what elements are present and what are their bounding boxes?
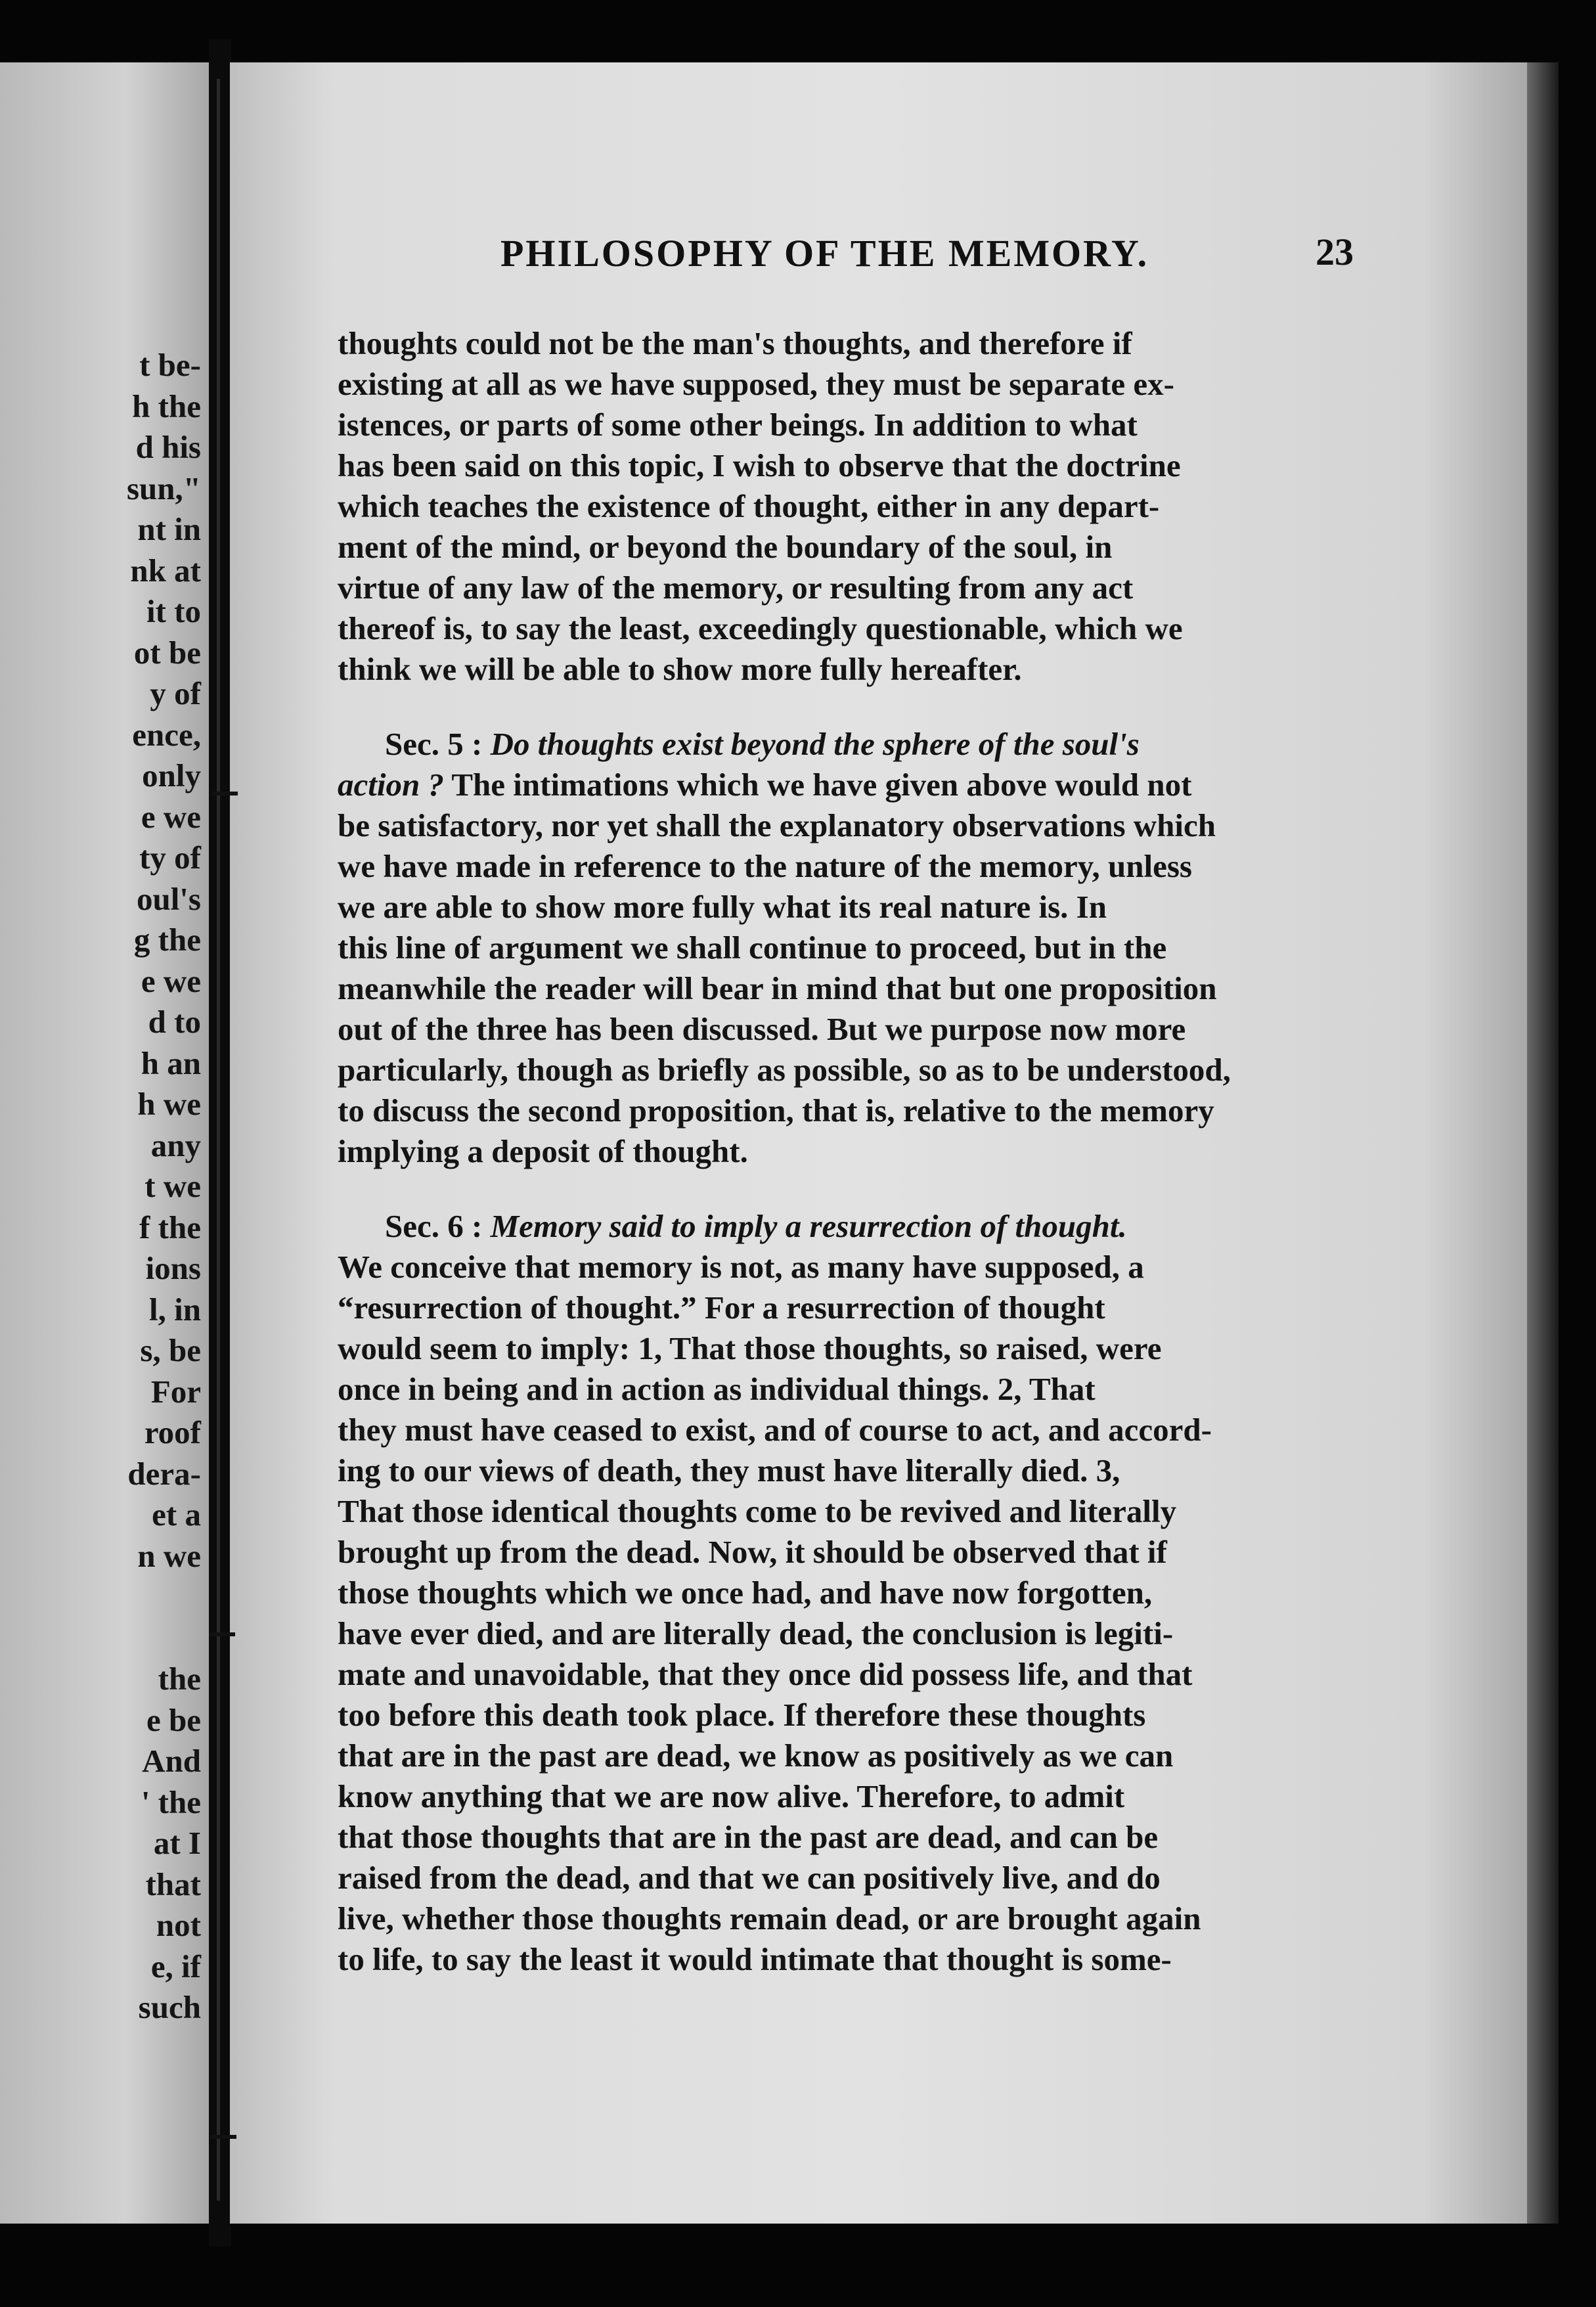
text-line: live, whether those thoughts remain dead, or are brought again <box>338 1900 1201 1937</box>
facing-page-line: that <box>145 1866 201 1902</box>
facing-page-line: e be <box>146 1701 201 1738</box>
binding-mark <box>211 792 238 795</box>
facing-page-line: f the <box>139 1209 201 1245</box>
section-5-heading-line <box>338 724 1369 765</box>
text-line: mate and unavoidable, that they once did possess life, and that <box>338 1656 1193 1692</box>
facing-page-line: at I <box>153 1825 201 1861</box>
facing-page-line: oul's <box>136 880 201 917</box>
facing-page-line: the <box>158 1661 201 1697</box>
section-5-heading-line-2 <box>338 765 1369 805</box>
text-line: thoughts could not be the man's thoughts, and therefore if <box>338 325 1132 361</box>
facing-page-line: it to <box>146 593 201 629</box>
section-5-title: Do thoughts exist beyond the sphere of the soul's <box>490 726 1140 762</box>
section-6-title: Memory said to imply a resurrection of thought. <box>490 1208 1127 1244</box>
binding-mark <box>210 2135 236 2139</box>
text-line: which teaches the existence of thought, either in any depart- <box>338 488 1160 524</box>
text-line: know anything that we are now alive. Therefore, to admit <box>338 1778 1125 1814</box>
text-line: existing at all as we have supposed, they must be separate ex- <box>338 366 1174 402</box>
facing-page-line: e we <box>141 962 201 999</box>
facing-page-line: h the <box>132 388 201 424</box>
section-6-label: Sec. 6 : <box>385 1208 483 1244</box>
text-line: ing to our views of death, they must have literally died. 3, <box>338 1452 1120 1489</box>
paragraph-2-opening: The intimations which we have given above would not <box>443 767 1192 803</box>
facing-page-line: y of <box>150 675 201 711</box>
text-line: this line of argument we shall continue to proceed, but in the <box>338 930 1167 966</box>
facing-page-line: And <box>142 1743 201 1779</box>
text-line: to discuss the second proposition, that is, relative to the memory <box>338 1092 1214 1129</box>
facing-page-line: h an <box>141 1044 201 1081</box>
text-line: brought up from the dead. Now, it should be observed that if <box>338 1534 1167 1570</box>
text-line: that are in the past are dead, we know as positively as we can <box>338 1737 1174 1774</box>
binding-mark <box>209 1632 235 1636</box>
facing-page-line: et a <box>152 1496 201 1533</box>
text-line: we are able to show more fully what its real nature is. In <box>338 889 1107 925</box>
paragraph-1 <box>338 323 1369 690</box>
page-number: 23 <box>1316 231 1354 273</box>
text-line: “resurrection of thought.” For a resurrection of thought <box>338 1289 1105 1326</box>
text-line: That those identical thoughts come to be revived and literally <box>338 1493 1177 1529</box>
text-line: think we will be able to show more fully hereafter. <box>338 651 1022 687</box>
facing-page-line: g the <box>133 922 201 958</box>
text-line: out of the three has been discussed. But we purpose now more <box>338 1011 1186 1047</box>
facing-page-line <box>127 1577 201 1618</box>
facing-page-text <box>127 345 201 2028</box>
facing-page-line: roof <box>144 1414 201 1450</box>
gutter-line <box>217 79 220 2201</box>
facing-page-line: ' the <box>141 1783 201 1820</box>
text-line: ment of the mind, or beyond the boundary of the soul, in <box>338 529 1113 565</box>
facing-page-line: h we <box>137 1086 201 1122</box>
facing-page-line: ence, <box>132 716 201 753</box>
facing-page-line: s, be <box>140 1332 201 1368</box>
facing-page-line <box>127 1618 201 1659</box>
text-line: particularly, though as briefly as possible, so as to be understood, <box>338 1052 1231 1088</box>
running-head: PHILOSOPHY OF THE MEMORY. <box>500 232 1149 275</box>
page-edge <box>1527 62 1559 2224</box>
facing-page-line: For <box>150 1373 201 1410</box>
facing-page-line: nk at <box>130 552 201 589</box>
facing-page-line: ot be <box>133 634 201 671</box>
text-line: too before this death took place. If therefore these thoughts <box>338 1697 1146 1733</box>
text-line: we have made in reference to the nature of the memory, unless <box>338 848 1192 884</box>
facing-page-line: d to <box>148 1004 201 1040</box>
facing-page-line: nt in <box>137 511 201 547</box>
text-line: has been said on this topic, I wish to observe that the doctrine <box>338 447 1181 483</box>
facing-page-line: t we <box>144 1168 201 1204</box>
section-5-title-end: action ? <box>338 767 444 803</box>
section-5-label: Sec. 5 : <box>385 726 483 762</box>
text-line: istences, or parts of some other beings. In addition to what <box>338 407 1138 443</box>
facing-page-line: dera- <box>127 1455 201 1492</box>
facing-page-line: ty of <box>139 840 201 876</box>
text-line: once in being and in action as individual things. 2, That <box>338 1371 1096 1407</box>
facing-page-line: such <box>138 1989 201 2025</box>
facing-page-line: sun," <box>126 470 201 506</box>
book-gutter <box>209 39 231 2247</box>
facing-page-line: ions <box>145 1250 201 1286</box>
text-line: would seem to imply: 1, That those thoughts, so raised, were <box>338 1330 1162 1366</box>
text-line: thereof is, to say the least, exceedingly questionable, which we <box>338 610 1183 646</box>
facing-page-line: d his <box>135 429 201 465</box>
text-line: virtue of any law of the memory, or resulting from any act <box>338 570 1134 606</box>
text-line: have ever died, and are literally dead, the conclusion is legiti- <box>338 1615 1174 1651</box>
text-line: those thoughts which we once had, and have now forgotten, <box>338 1575 1153 1611</box>
facing-page-fragment <box>0 62 209 2224</box>
facing-page-line: only <box>142 757 201 794</box>
text-line: to life, to say the least it would intimate that thought is some- <box>338 1941 1172 1977</box>
paragraph-section-6 <box>338 1206 1369 1980</box>
facing-page-line: e, if <box>150 1948 201 1984</box>
text-line: meanwhile the reader will bear in mind that but one proposition <box>338 970 1217 1006</box>
facing-page-line: n we <box>137 1537 201 1574</box>
body-text <box>338 323 1369 1980</box>
facing-page-line: e we <box>141 798 201 835</box>
text-line: be satisfactory, nor yet shall the explanatory observations which <box>338 807 1216 843</box>
paragraph-section-5 <box>338 724 1369 1172</box>
section-6-heading-line <box>338 1206 1369 1247</box>
text-line: We conceive that memory is not, as many have supposed, a <box>338 1249 1144 1285</box>
facing-page-line: l, in <box>149 1291 201 1328</box>
text-line: they must have ceased to exist, and of course to act, and accord- <box>338 1412 1212 1448</box>
facing-page-line: any <box>150 1127 201 1163</box>
facing-page-line: t be- <box>139 347 201 383</box>
text-line: implying a deposit of thought. <box>338 1133 748 1169</box>
facing-page-line: not <box>156 1907 201 1943</box>
text-line: raised from the dead, and that we can positively live, and do <box>338 1860 1161 1896</box>
text-line: that those thoughts that are in the past are dead, and can be <box>338 1819 1159 1855</box>
